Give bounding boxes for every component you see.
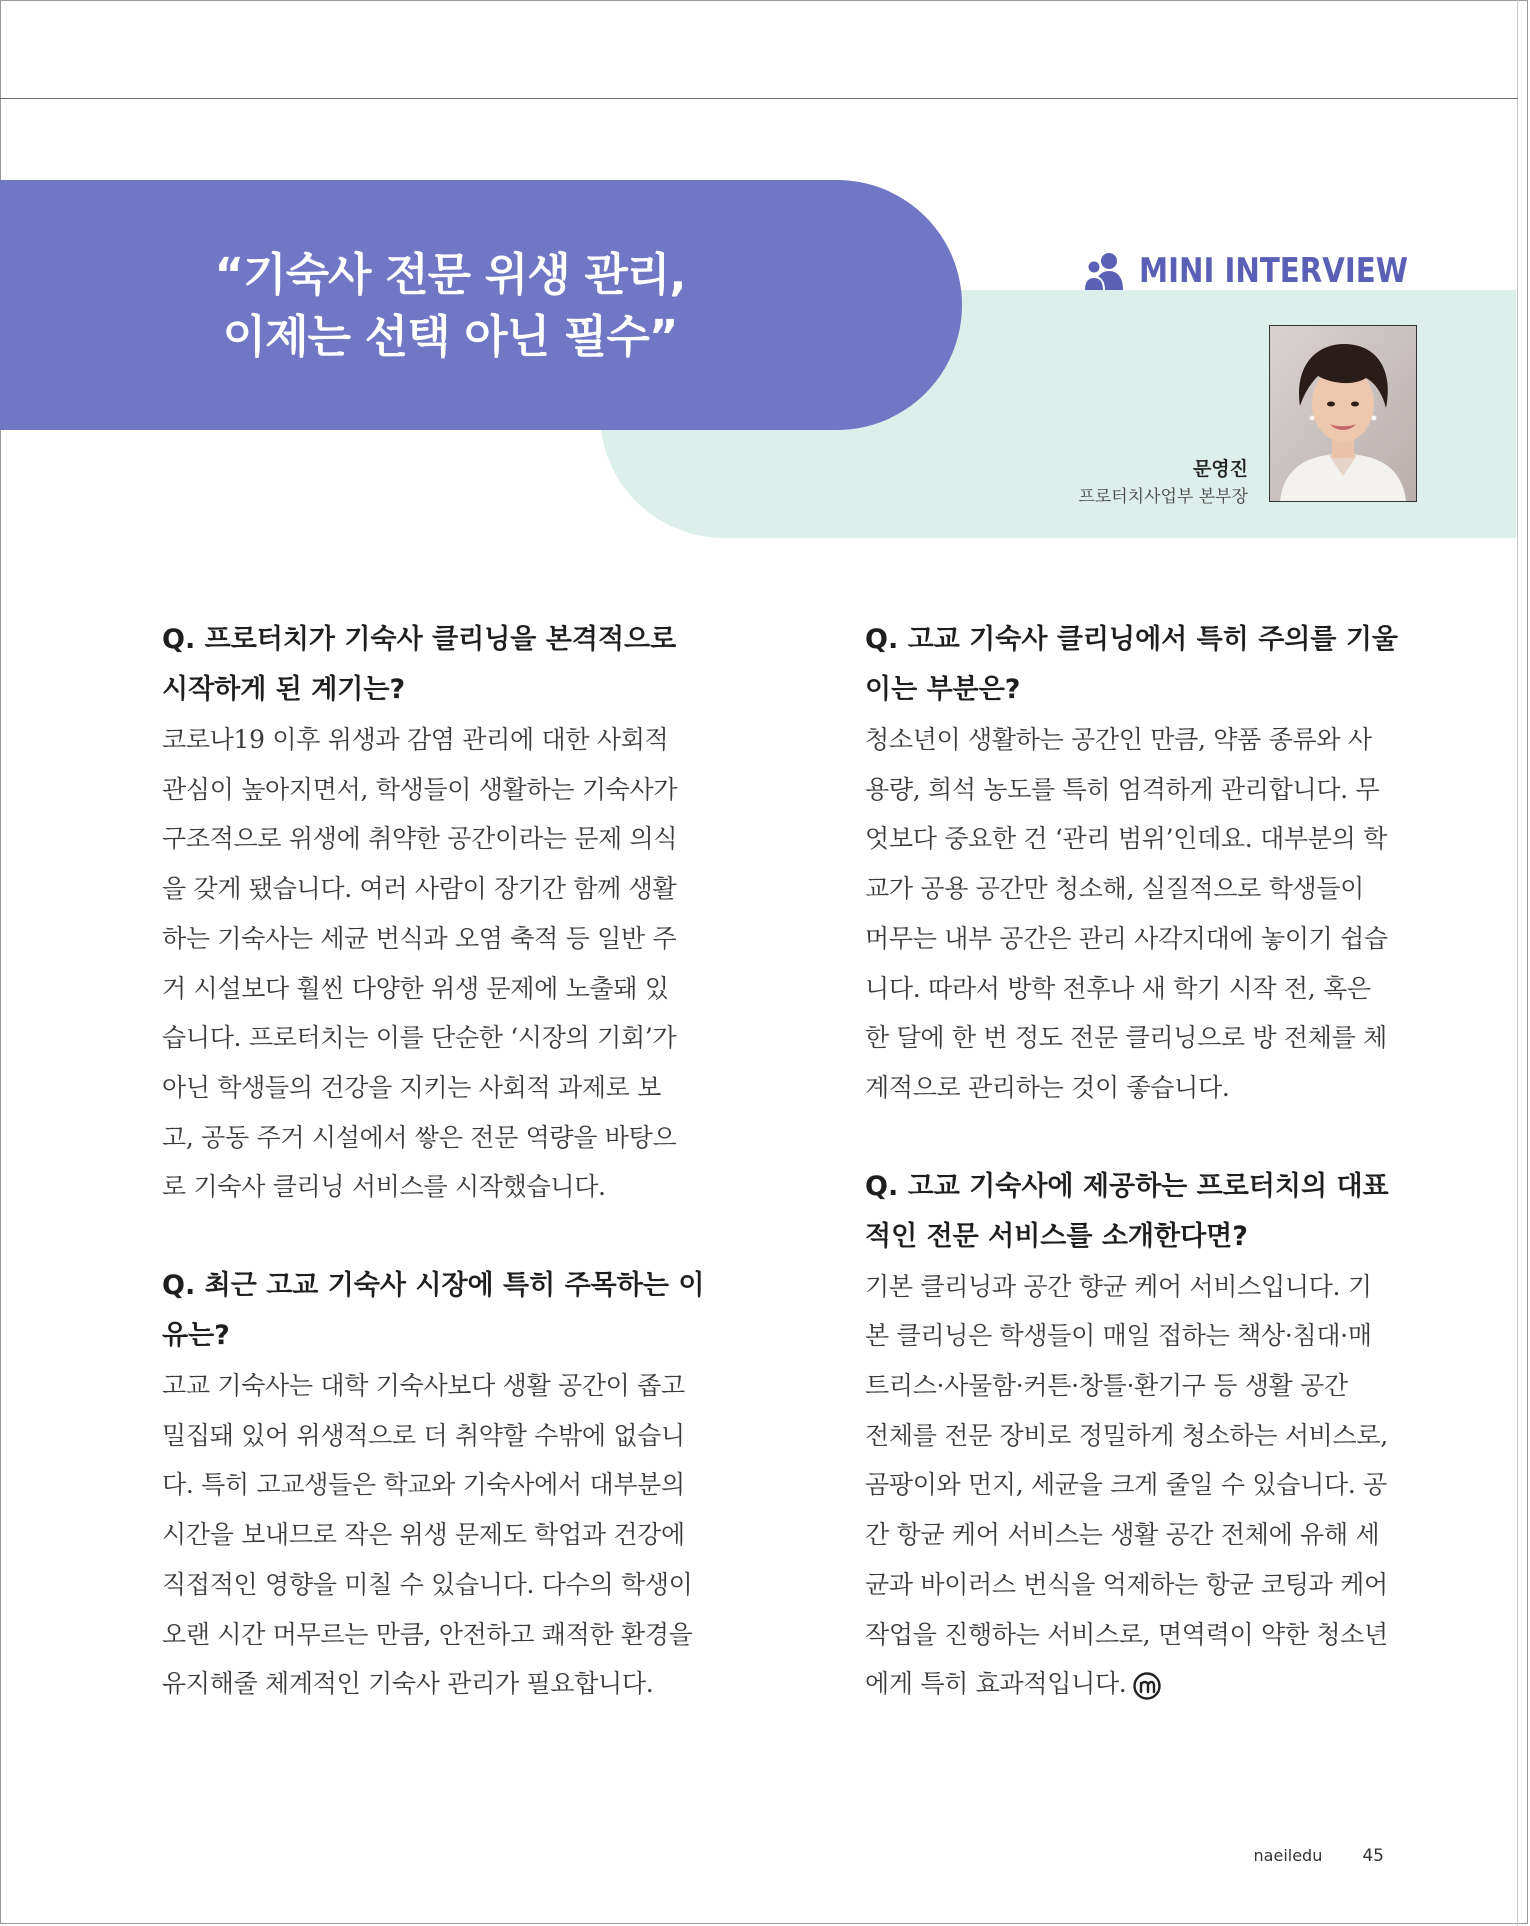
answer-line: 계적으로 관리하는 것이 좋습니다. [865, 1072, 1230, 1102]
answer-line: 하는 기숙사는 세균 번식과 오염 축적 등 일반 주 [162, 923, 677, 953]
answer-line: 관심이 높아지면서, 학생들이 생활하는 기숙사가 [162, 774, 678, 804]
answer-line: 거 시설보다 훨씬 다양한 위생 문제에 노출돼 있 [162, 973, 669, 1003]
page-edge [1517, 0, 1518, 1926]
answer-line: 고, 공동 주거 시설에서 쌓은 전문 역량을 바탕으 [162, 1122, 677, 1152]
question-line: 유는? [162, 1320, 230, 1352]
portrait-illustration [1270, 326, 1416, 501]
question-line: 적인 전문 서비스를 소개한다면? [865, 1220, 1248, 1252]
top-rule [0, 98, 1518, 99]
section-label [1083, 248, 1452, 294]
answer-line: 을 갖게 됐습니다. 여러 사람이 장기간 함께 생활 [162, 874, 677, 904]
answer-line: 교가 공용 공간만 청소해, 실질적으로 학생들이 [865, 874, 1365, 904]
answer-line: 청소년이 생활하는 공간인 만큼, 약품 종류와 사 [865, 725, 1372, 754]
answer-line: 밀집돼 있어 위생적으로 더 취약할 수밖에 없습니 [162, 1420, 685, 1450]
question-line: Q. 고교 기숙사에 제공하는 프로터치의 대표 [865, 1170, 1389, 1202]
right-column [865, 615, 1421, 1758]
answer-line: 직접적인 영향을 미칠 수 있습니다. 다수의 학생이 [162, 1569, 693, 1599]
question-line: Q. 최근 고교 기숙사 시장에 특히 주목하는 이 [162, 1270, 705, 1302]
answer-line: 용량, 희석 농도를 특히 엄격하게 관리합니다. 무 [865, 774, 1380, 804]
answer-line: 트리스·사물함·커튼·창틀·환기구 등 생활 공간 [865, 1371, 1348, 1401]
profile-name: 문영진 [1192, 458, 1248, 480]
qa-block [865, 1162, 1421, 1709]
headline [0, 244, 900, 368]
question-line: 이는 부분은? [865, 674, 1021, 705]
question-line: Q. 프로터치가 기숙사 클리닝을 본격적으로 [162, 624, 677, 655]
footer-brand: naeiledu [1253, 1846, 1323, 1865]
answer-line: 기본 클리닝과 공간 향균 케어 서비스입니다. 기 [865, 1271, 1372, 1301]
answer-line-text: 에게 특히 효과적입니다. [865, 1669, 1127, 1699]
answer-line: 간 항균 케어 서비스는 생활 공간 전체에 유해 세 [865, 1520, 1380, 1550]
answer-last-line [865, 1659, 1421, 1709]
answer-line: 곰팡이와 먼지, 세균을 크게 줄일 수 있습니다. 공 [865, 1470, 1387, 1500]
answer-line: 엇보다 중요한 건 ‘관리 범위’인데요. 대부분의 학 [865, 824, 1387, 854]
question-line: Q. 고교 기숙사 클리닝에서 특히 주의를 기울 [865, 624, 1399, 655]
answer-line: 구조적으로 위생에 취약한 공간이라는 문제 의식 [162, 824, 678, 854]
answer-line: 유지해줄 체계적인 기숙사 관리가 필요합니다. [162, 1669, 654, 1699]
answer-line: 아닌 학생들의 건강을 지키는 사회적 과제로 보 [162, 1072, 662, 1102]
answer-line: 오랜 시간 머무르는 만큼, 안전하고 쾌적한 환경을 [162, 1619, 693, 1649]
answer-line: 작업을 진행하는 서비스로, 면역력이 약한 청소년 [865, 1619, 1388, 1649]
answer-line: 습니다. 프로터치는 이를 단순한 ‘시장의 기회’가 [162, 1023, 677, 1053]
answer-line: 다. 특히 고교생들은 학교와 기숙사에서 대부분의 [162, 1470, 685, 1500]
interview-people-icon [1083, 250, 1125, 292]
section-label-text: MINI INTERVIEW [1139, 251, 1409, 291]
page-number: 45 [1362, 1846, 1384, 1866]
answer-line: 한 달에 한 번 정도 전문 클리닝으로 방 전체를 체 [865, 1023, 1387, 1053]
headline-line-1: “기숙사 전문 위생 관리, [214, 248, 686, 301]
answer-line: 균과 바이러스 번식을 억제하는 항균 코팅과 케어 [865, 1569, 1388, 1599]
answer-line: 본 클리닝은 학생들이 매일 접하는 책상·침대·매 [865, 1321, 1372, 1351]
answer-line: 고교 기숙사는 대학 기숙사보다 생활 공간이 좁고 [162, 1371, 685, 1401]
headline-line-2: 이제는 선택 아닌 필수” [222, 310, 678, 363]
left-column [162, 615, 718, 1758]
profile-title: 프로터치사업부 본부장 [1078, 487, 1248, 507]
answer-line: 머무는 내부 공간은 관리 사각지대에 놓이기 쉽습 [865, 923, 1388, 953]
qa-block [162, 1261, 718, 1709]
portrait-photo [1269, 325, 1417, 502]
answer-line: 시간을 보내므로 작은 위생 문제도 학업과 건강에 [162, 1520, 685, 1550]
qa-block [865, 615, 1421, 1113]
qa-block [162, 615, 718, 1212]
answer-line: 로 기숙사 클리닝 서비스를 시작했습니다. [162, 1172, 606, 1202]
question-line: 시작하게 된 계기는? [162, 674, 406, 705]
page-footer [1254, 1846, 1384, 1866]
naeil-end-mark-icon [1132, 1671, 1162, 1701]
answer-line: 코로나19 이후 위생과 감염 관리에 대한 사회적 [162, 725, 669, 754]
answer-line: 전체를 전문 장비로 정밀하게 청소하는 서비스로, [865, 1420, 1388, 1450]
answer-line: 니다. 따라서 방학 전후나 새 학기 시작 전, 혹은 [865, 973, 1371, 1003]
